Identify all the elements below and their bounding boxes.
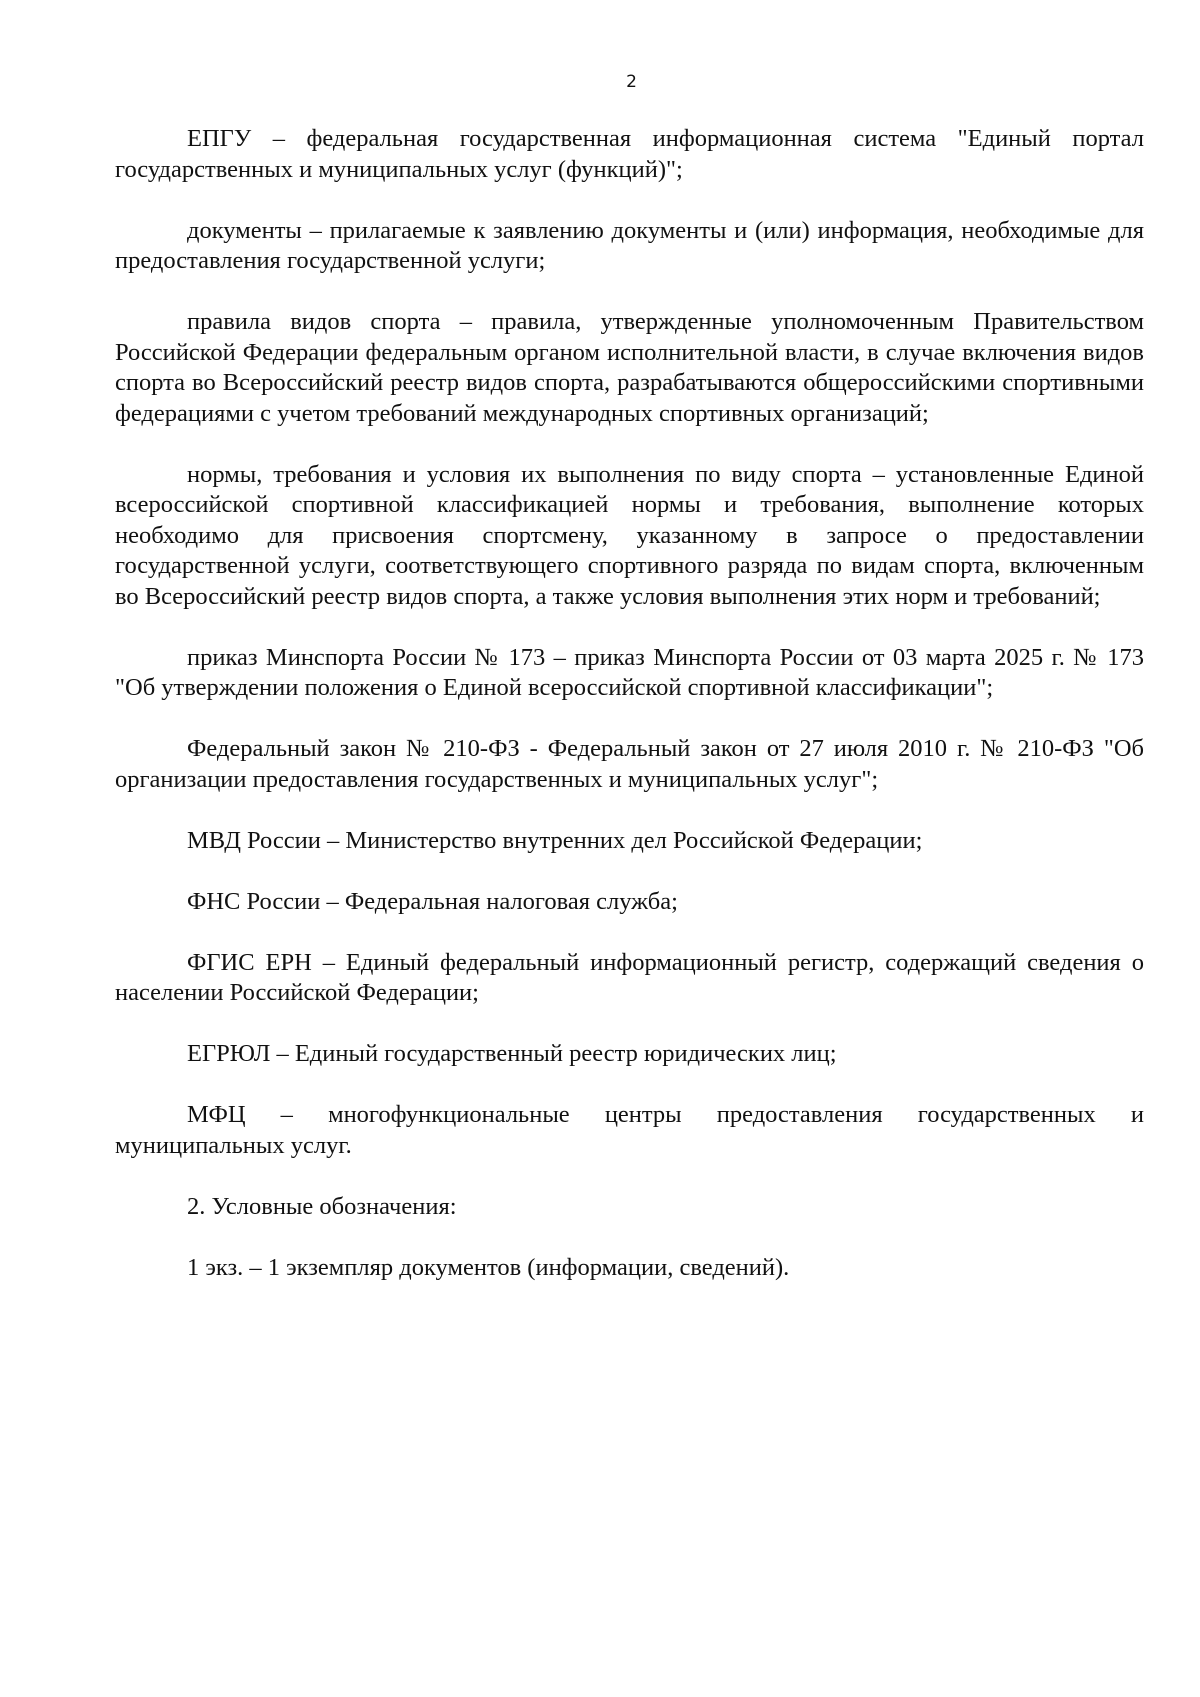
document-body	[115, 124, 1144, 1314]
symbol-copy: 1 экз. – 1 экземпляр документов (информации, сведений).	[187, 1253, 790, 1281]
definition-minsport-order: приказ Минспорта России № 173 – приказ Минспорта России от 03 марта 2025 г. № 173 "Об утверждении положения о Единой всероссийской спортивной классификации";	[115, 643, 1144, 701]
definition-federal-law: Федеральный закон № 210-ФЗ - Федеральный закон от 27 июля 2010 г. № 210-ФЗ "Об организации предоставления государственных и муниципальных услуг";	[115, 735, 1144, 793]
section-heading-symbols: 2. Условные обозначения:	[187, 1192, 457, 1220]
definition-sport-rules: правила видов спорта – правила, утвержденные уполномоченным Правительством Российской Федерации федеральным органом исполнительной власти, в случае включения видов спорта во Всероссийский реестр видов спорта, разрабатываются общероссийскими спортивными федерациями с учетом требований международных спортивных организаций;	[115, 308, 1144, 427]
definition-fgis-ern: ФГИС ЕРН – Единый федеральный информационный регистр, содержащий сведения о населении Российской Федерации;	[115, 948, 1144, 1006]
definition-epgu: ЕПГУ – федеральная государственная информационная система "Единый портал государственных и муниципальных услуг (функций)";	[115, 125, 1144, 183]
definition-egrul: ЕГРЮЛ – Единый государственный реестр юридических лиц;	[187, 1040, 837, 1067]
definition-norms-requirements: нормы, требования и условия их выполнения по виду спорта – установленные Единой всероссийской спортивной классификацией нормы и требования, выполнение которых необходимо для присвоения спортсмену, указанному в запросе о предоставлении государственной услуги, соответствующего спортивного разряда по видам спорта, включенным во Всероссийский реестр видов спорта, а также условия выполнения этих норм и требований;	[115, 460, 1144, 610]
page-number: 2	[626, 72, 637, 92]
definition-mvd: МВД России – Министерство внутренних дел Российской Федерации;	[187, 826, 923, 854]
definition-fns: ФНС России – Федеральная налоговая служба;	[187, 887, 678, 915]
definition-documents: документы – прилагаемые к заявлению документы и (или) информация, необходимые для предоставления государственной услуги;	[115, 216, 1144, 274]
definition-mfc: МФЦ – многофункциональные центры предоставления государственных и муниципальных услуг.	[115, 1101, 1144, 1159]
